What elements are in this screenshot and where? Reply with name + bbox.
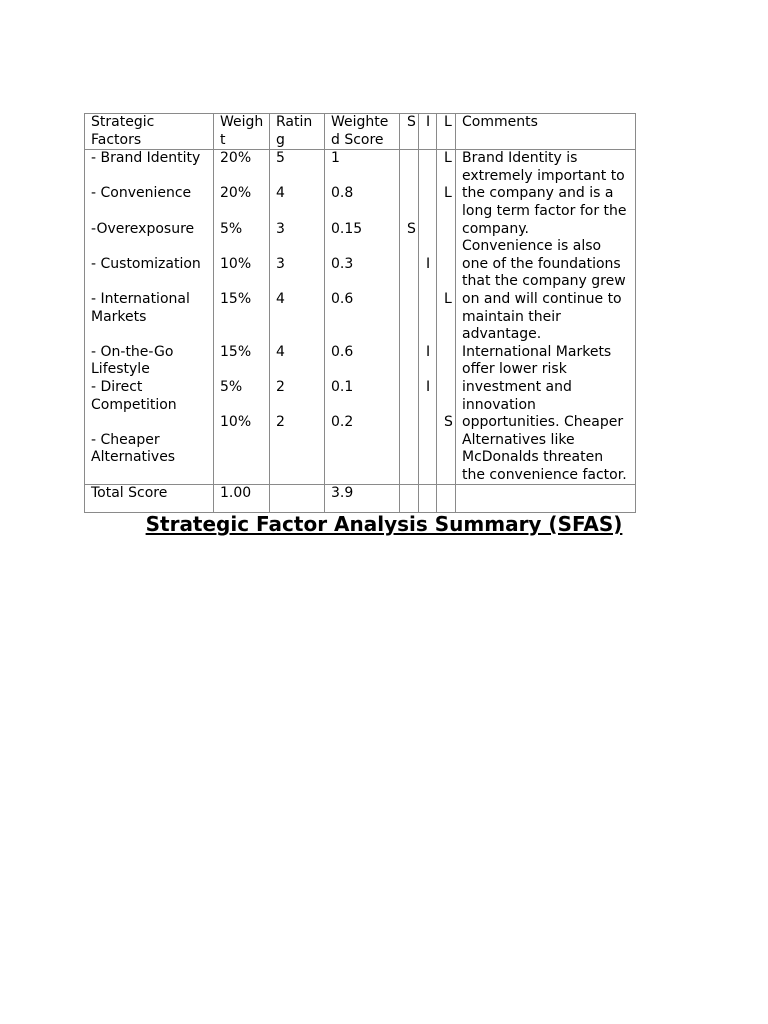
total-comments-value [462,485,635,503]
cell-line: that the company grew [462,273,626,290]
cell-line: - Brand Identity [91,150,201,167]
total-i-value [426,485,436,503]
cell-line: I [426,255,431,272]
cell-line [220,203,269,221]
cell-line: - Convenience [91,185,192,202]
cell-line [331,361,399,379]
total-label-text: Total Score [91,485,168,502]
cell-line [426,168,436,186]
header-s-label: S [407,114,416,130]
cell-line [407,150,418,168]
cell-line: -Overexposure [91,220,195,237]
cell-line: the convenience factor. [462,466,627,483]
cell-line: offer lower risk [462,361,567,378]
cell-line [426,238,436,256]
cell-line: S [407,220,416,237]
body-row [85,150,636,485]
cell-line: 4 [276,185,285,202]
cell-line: Brand Identity is [462,150,578,167]
cell-line [426,203,436,221]
cell-line: 3 [276,255,285,272]
header-factor-line: Strategic [91,114,155,130]
comments-cell [456,150,636,485]
weighted-scores-cell [325,150,400,485]
cell-line: 5% [220,378,243,395]
cell-line: International Markets [462,343,612,360]
cell-line [331,203,399,221]
cell-line [444,309,455,327]
cell-line: one of the foundations [462,255,621,272]
cell-line [444,379,455,397]
cell-line [426,185,436,203]
cell-line: I [426,378,431,395]
cell-line: 5 [276,150,285,167]
cell-line [331,397,399,415]
cell-line: 0.6 [331,290,354,307]
cell-line: - International [91,290,190,307]
cell-line: Markets [91,308,147,325]
header-rating-line: Ratin [276,114,313,130]
cell-line [276,361,324,379]
cell-line [444,273,455,291]
cell-line [220,309,269,327]
page-title: Strategic Factor Analysis Summary (SFAS) [145,512,623,536]
cell-line [91,168,213,186]
cell-line [426,309,436,327]
header-weight-line: Weigh [220,114,264,130]
cell-line: 20% [220,185,252,202]
cell-line: - Direct [91,378,143,395]
cell-line [407,185,418,203]
cell-line [426,326,436,344]
header-comments [456,114,636,150]
cell-line: 4 [276,343,285,360]
cell-line [426,361,436,379]
s-cell [400,150,419,485]
header-comments-label: Comments [462,114,538,130]
cell-line: 1 [331,150,340,167]
cell-line: I [426,343,431,360]
total-weight [214,485,270,513]
cell-line: Convenience is also [462,238,602,255]
cell-line [276,326,324,344]
cell-line [220,361,269,379]
header-row [85,114,636,150]
cell-line: - On-the-Go [91,343,174,360]
cell-line: 15% [220,343,252,360]
cell-line: 0.1 [331,378,354,395]
total-l-value [444,485,455,503]
header-weight [214,114,270,150]
cell-line: - Cheaper [91,431,160,448]
total-row [85,485,636,513]
cell-line [331,326,399,344]
cell-line [91,238,213,256]
total-weighted-score [325,485,400,513]
total-comments [456,485,636,513]
cell-line: S [444,414,453,431]
total-i [419,485,437,513]
cell-line: McDonalds threaten [462,449,604,466]
cell-line: 2 [276,378,285,395]
cell-line: extremely important to [462,167,625,184]
header-weighted-score-line: Weighte [331,114,389,130]
cell-line: on and will continue to [462,290,622,307]
factors-cell [85,150,214,485]
cell-line [331,309,399,327]
cell-line [220,168,269,186]
cell-line: long term factor for the [462,202,627,219]
cell-line: company. [462,220,529,237]
header-l [437,114,456,150]
cell-line: Alternatives like [462,431,575,448]
cell-line [220,397,269,415]
total-s [400,485,419,513]
cell-line [444,256,455,274]
cell-line: 20% [220,150,252,167]
cell-line [276,273,324,291]
header-factor [85,114,214,150]
cell-line: 0.8 [331,185,354,202]
cell-line: L [444,185,452,202]
header-s [400,114,419,150]
header-i [419,114,437,150]
cell-line [444,344,455,362]
cell-line: 5% [220,220,243,237]
cell-line [444,361,455,379]
cell-line [276,238,324,256]
cell-line: L [444,150,452,167]
cell-line [407,203,418,221]
cell-line: 15% [220,290,252,307]
cell-line: 10% [220,414,252,431]
cell-line: opportunities. Cheaper [462,414,624,431]
cell-line [91,414,213,432]
total-label [85,485,214,513]
total-rating-value [276,485,324,503]
cell-line [276,203,324,221]
weights-cell [214,150,270,485]
header-factor-line: Factors [91,131,142,148]
cell-line: - Customization [91,255,201,272]
cell-line: investment and [462,378,572,395]
cell-line [444,221,455,239]
header-weighted-score-line: d Score [331,131,384,148]
cell-line [444,238,455,256]
cell-line: Alternatives [91,449,176,466]
cell-line: L [444,290,452,307]
ratings-cell [270,150,325,485]
cell-line [426,291,436,309]
l-cell [437,150,456,485]
header-l-label: L [444,114,452,130]
cell-line: advantage. [462,326,542,343]
cell-line [91,273,213,291]
header-rating-line: g [276,131,285,148]
sfas-table [84,113,636,513]
header-rating [270,114,325,150]
header-weighted-score [325,114,400,150]
cell-line [220,238,269,256]
cell-line [426,150,436,168]
cell-line [407,168,418,186]
cell-line: 0.6 [331,343,354,360]
cell-line: 3 [276,220,285,237]
cell-line: 0.15 [331,220,363,237]
header-i-label: I [426,114,431,130]
cell-line [444,326,455,344]
cell-line [426,221,436,239]
cell-line [91,203,213,221]
cell-line: 0.2 [331,414,354,431]
cell-line [331,273,399,291]
cell-line: 4 [276,290,285,307]
cell-line [220,326,269,344]
cell-line [276,397,324,415]
cell-line: maintain their [462,308,561,325]
cell-line: Competition [91,396,177,413]
cell-line [276,309,324,327]
cell-line: 0.3 [331,255,354,272]
total-l [437,485,456,513]
total-weighted-score-value: 3.9 [331,485,354,502]
cell-line [331,238,399,256]
cell-line: the company and is a [462,185,614,202]
cell-line [444,397,455,415]
i-cell [419,150,437,485]
total-rating [270,485,325,513]
cell-line [220,273,269,291]
total-weight-value: 1.00 [220,485,252,502]
cell-line [444,168,455,186]
header-weight-line: t [220,131,226,148]
cell-line: innovation [462,396,536,413]
cell-line [426,273,436,291]
cell-line [91,326,213,344]
cell-line: 10% [220,255,252,272]
cell-line: Lifestyle [91,361,150,378]
cell-line [276,168,324,186]
cell-line [444,203,455,221]
cell-line [331,168,399,186]
cell-line: 2 [276,414,285,431]
total-s-value [407,485,418,503]
